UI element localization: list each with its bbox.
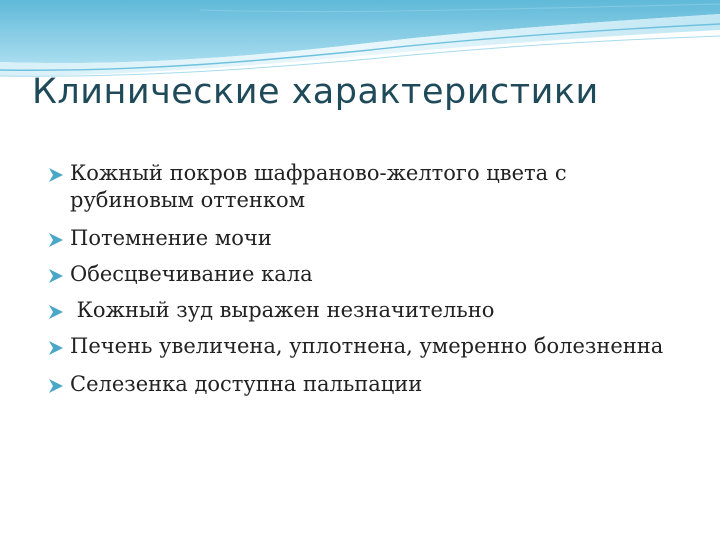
bullet-text: Селезенка доступна пальпации	[70, 372, 423, 396]
arrowhead-bullet-icon	[48, 340, 64, 356]
bullet-text: Потемнение мочи	[70, 226, 272, 250]
header-wave-decoration	[0, 0, 720, 80]
bullet-text: Кожный зуд выражен незначительно	[70, 298, 495, 322]
bullet-text: Кожный покров шафраново-желтого цвета с рубиновым оттенком	[70, 161, 567, 212]
list-item	[48, 371, 688, 398]
list-item	[48, 297, 688, 324]
arrowhead-bullet-icon	[48, 167, 64, 183]
list-item	[48, 333, 688, 360]
bullet-text: Обесцвечивание кала	[70, 262, 313, 286]
list-item	[48, 261, 688, 288]
bullet-list	[48, 160, 688, 407]
arrowhead-bullet-icon	[48, 304, 64, 320]
arrowhead-bullet-icon	[48, 378, 64, 394]
arrowhead-bullet-icon	[48, 232, 64, 248]
bullet-text: Печень увеличена, уплотнена, умеренно болезненна	[70, 334, 664, 358]
slide-title: Клинические характеристики	[32, 72, 599, 112]
list-item	[48, 225, 688, 252]
list-item	[48, 160, 688, 214]
arrowhead-bullet-icon	[48, 268, 64, 284]
